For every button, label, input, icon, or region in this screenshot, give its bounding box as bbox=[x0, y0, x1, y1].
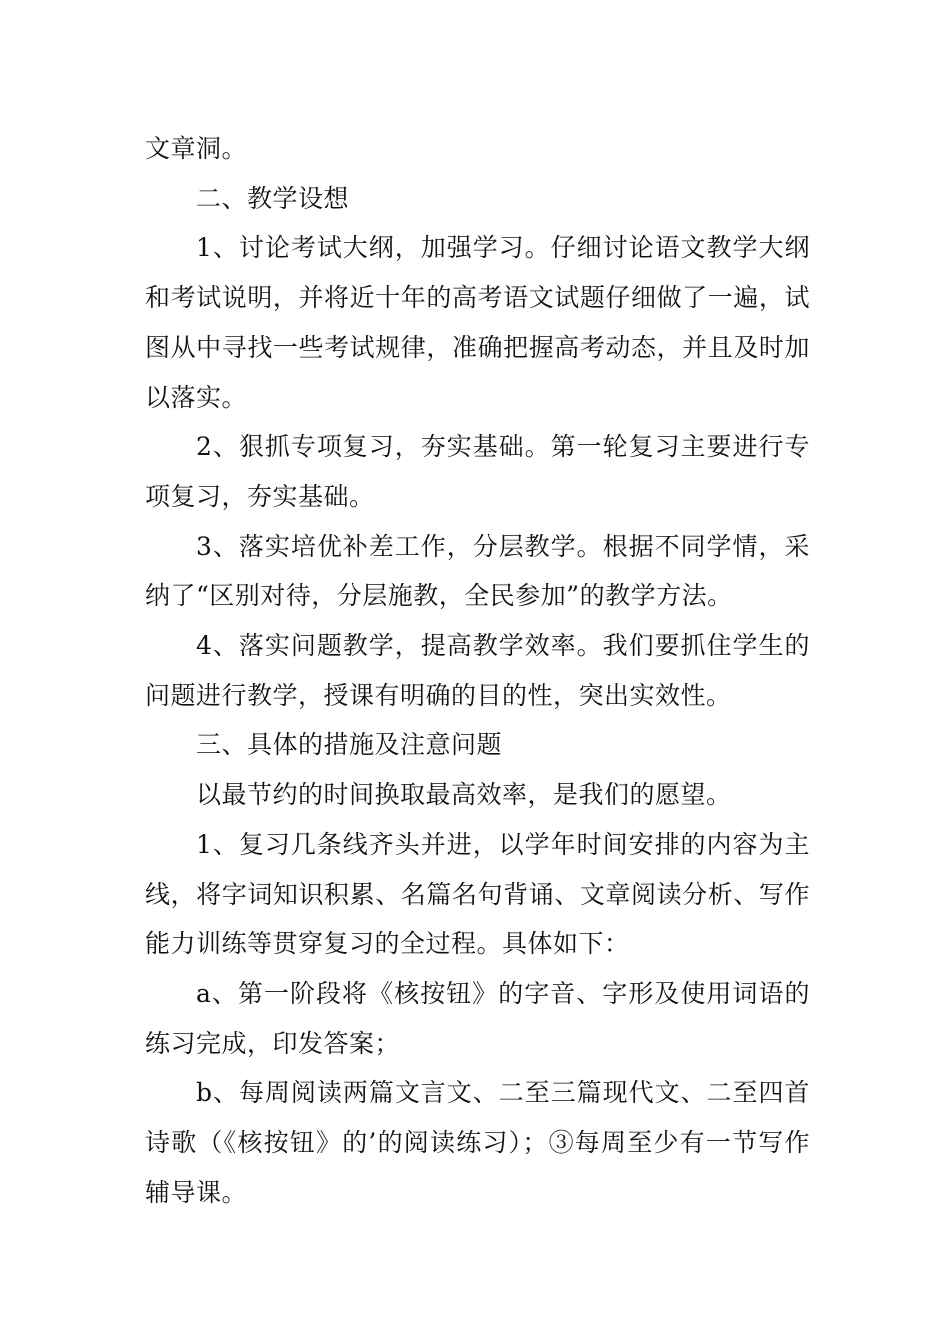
section-heading-teaching-plan: 二、教学设想 bbox=[196, 183, 350, 213]
paragraph-measure-1: 1、复习几条线齐头并进，以学年时间安排的内容为主线，将字词知识积累、名篇名句背诵、文章阅读分析、写作能力训练等贯穿复习的全过程。具体如下： bbox=[145, 829, 810, 959]
document-body bbox=[145, 124, 810, 1217]
paragraph-plan-3: 3、落实培优补差工作，分层教学。根据不同学情，采纳了“区别对待，分层施教，全民参加”的教学方法。 bbox=[145, 531, 810, 611]
paragraph-measure-b: b、每周阅读两篇文言文、二至三篇现代文、二至四首诗歌（《核按钮》的’的阅读练习）；③每周至少有一节写作辅导课。 bbox=[145, 1078, 810, 1207]
paragraph-plan-4: 4、落实问题教学，提高教学效率。我们要抓住学生的问题进行教学，授课有明确的目的性，突出实效性。 bbox=[145, 631, 810, 710]
paragraph-measure-a: a、第一阶段将《核按钮》的字音、字形及使用词语的练习完成，印发答案； bbox=[145, 978, 810, 1058]
section-heading-measures: 三、具体的措施及注意问题 bbox=[196, 730, 503, 760]
paragraph-continuation: 文章洞。 bbox=[145, 134, 248, 163]
paragraph-plan-1: 1、讨论考试大纲，加强学习。仔细讨论语文教学大纲和考试说明，并将近十年的高考语文试题仔细做了一遍，试图从中寻找一些考试规律，准确把握高考动态，并且及时加以落实。 bbox=[145, 233, 810, 412]
paragraph-plan-2: 2、狠抓专项复习，夯实基础。第一轮复习主要进行专项复习，夯实基础。 bbox=[145, 432, 810, 511]
paragraph-intro: 以最节约的时间换取最高效率，是我们的愿望。 bbox=[196, 780, 732, 810]
